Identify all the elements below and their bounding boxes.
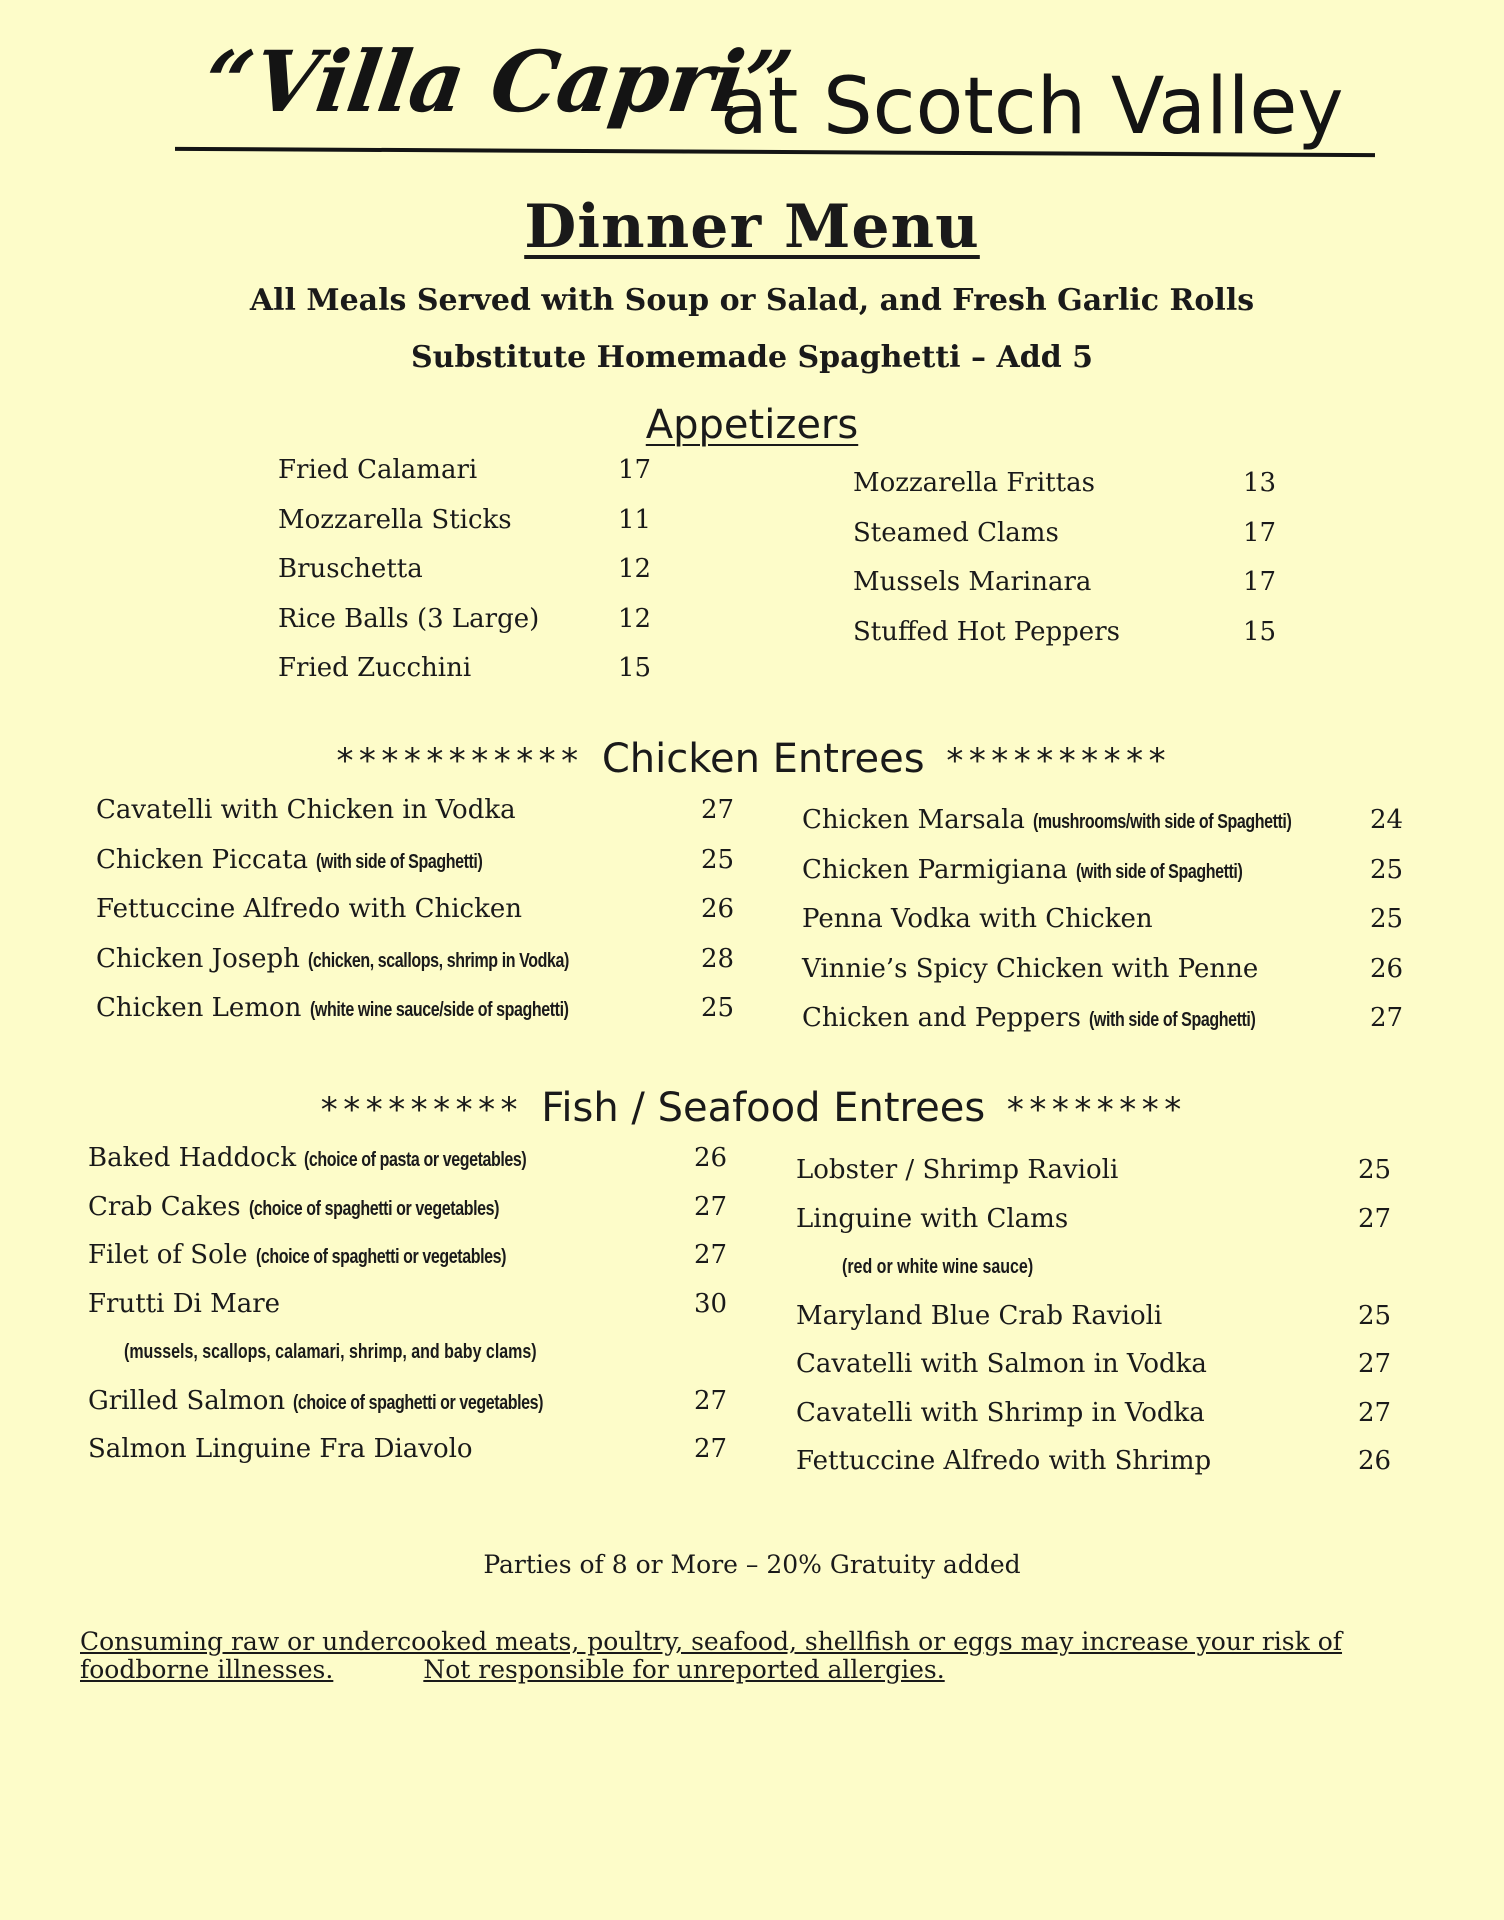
menu-item-price: 27 — [694, 1434, 728, 1464]
appetizers-heading: Appetizers — [645, 402, 859, 448]
menu-item-name: Vinnie’s Spicy Chicken with Penne — [802, 953, 1259, 984]
menu-item-name: Mozzarella Sticks — [278, 504, 512, 535]
menu-item — [796, 1398, 1205, 1428]
menu-item — [96, 795, 516, 825]
menu-item-name: Bruschetta — [278, 554, 423, 584]
menu-item-price: 24 — [1370, 805, 1404, 835]
menu-item-name: Salmon Linguine Fra Diavolo — [88, 1434, 473, 1464]
restaurant-name-script: “Villa Capri” — [198, 32, 798, 131]
menu-item — [802, 954, 1258, 984]
menu-item-name: Filet of Sole — [88, 1240, 256, 1270]
menu-item-name: Chicken Piccata — [96, 844, 317, 875]
menu-item-price: 25 — [701, 844, 735, 875]
chicken-heading: *********** Chicken Entrees ********** — [334, 736, 1170, 782]
menu-item-price: 26 — [1370, 953, 1404, 984]
menu-item-name: Maryland Blue Crab Ravioli — [796, 1300, 1163, 1331]
menu-item-name: Chicken Lemon — [96, 993, 310, 1023]
menu-item-price: 28 — [701, 943, 735, 974]
menu-item — [88, 1434, 473, 1464]
menu-item — [796, 1446, 1211, 1476]
gratuity-note: Parties of 8 or More – 20% Gratuity added — [483, 1550, 1021, 1579]
menu-item-note: (chicken, scallops, shrimp in Vodka) — [308, 949, 570, 972]
menu-item — [88, 1143, 582, 1173]
menu-item-subnote: (red or white wine sauce) — [842, 1256, 1034, 1278]
menu-item-price: 30 — [694, 1288, 728, 1319]
menu-item-name: Fettuccine Alfredo with Chicken — [96, 894, 523, 924]
menu-item-name: Fettuccine Alfredo with Shrimp — [796, 1446, 1212, 1476]
menu-item-price: 15 — [618, 653, 652, 683]
menu-item-price: 27 — [1370, 1003, 1404, 1033]
menu-item-price: 15 — [1243, 616, 1277, 647]
menu-item-price: 27 — [701, 795, 735, 825]
menu-item-price: 17 — [618, 455, 652, 485]
spaghetti-note: Substitute Homemade Spaghetti – Add 5 — [410, 340, 1094, 375]
menu-item — [88, 1240, 568, 1270]
menu-item-name: Linguine with Clams — [796, 1203, 1069, 1234]
foodborne-warning: Consuming raw or undercooked meats, poultry, seafood, shellfish or eggs may increase your risk of foodborne illnesses. — [80, 1627, 1343, 1684]
menu-item-name: Frutti Di Mare — [88, 1288, 281, 1319]
menu-item — [96, 894, 522, 924]
menu-item-subnote: (mussels, scallops, calamari, shrimp, and baby clams) — [124, 1341, 537, 1363]
menu-item-name: Chicken and Peppers — [802, 1003, 1090, 1033]
menu-item-name: Fried Zucchini — [278, 653, 472, 683]
menu-item — [802, 1003, 1297, 1033]
menu-item-price: 17 — [1243, 567, 1277, 597]
menu-item — [88, 1192, 561, 1222]
menu-item — [853, 567, 1091, 597]
menu-item — [796, 1301, 1162, 1331]
menu-item-price: 26 — [1358, 1446, 1392, 1476]
menu-item-price: 27 — [694, 1240, 728, 1270]
menu-item-note: (with side of Spaghetti) — [1089, 1009, 1256, 1031]
menu-item-price: 25 — [1358, 1300, 1392, 1331]
menu-item-price: 26 — [694, 1143, 728, 1173]
menu-item-name: Cavatelli with Salmon in Vodka — [796, 1349, 1207, 1379]
menu-item-note: (mushrooms/with side of Spaghetti) — [1033, 811, 1292, 833]
menu-item-price: 27 — [1358, 1203, 1392, 1234]
menu-item-note: (with side of Spaghetti) — [316, 850, 483, 873]
menu-title: Dinner Menu — [524, 192, 980, 262]
menu-item — [796, 1349, 1207, 1379]
menu-item-price: 17 — [1243, 517, 1277, 548]
menu-item — [96, 845, 524, 875]
menu-item-price: 27 — [1358, 1397, 1392, 1428]
menu-item-note: (choice of spaghetti or vegetables) — [293, 1391, 544, 1414]
menu-item-name: Chicken Parmigiana — [802, 854, 1076, 885]
menu-item — [278, 505, 512, 535]
menu-item — [796, 1204, 1068, 1234]
menu-item-name: Baked Haddock — [88, 1143, 305, 1173]
menu-item-price: 26 — [701, 894, 735, 924]
restaurant-title — [175, 22, 1375, 152]
menu-item-name: Penna Vodka with Chicken — [802, 904, 1153, 934]
menu-item-price: 25 — [1370, 904, 1404, 934]
menu-item — [796, 1155, 1118, 1185]
menu-item-note: (with side of Spaghetti) — [1075, 860, 1243, 883]
menu-item — [278, 455, 477, 485]
food-safety-warning — [80, 1628, 1410, 1684]
menu-item-name: Cavatelli with Shrimp in Vodka — [796, 1397, 1205, 1428]
menu-item-note: (choice of spaghetti or vegetables) — [248, 1197, 499, 1220]
menu-item — [853, 518, 1059, 548]
menu-item-name: Cavatelli with Chicken in Vodka — [96, 795, 516, 825]
menu-item — [88, 1289, 280, 1319]
menu-item — [853, 617, 1120, 647]
menu-item-price: 25 — [1358, 1155, 1392, 1185]
menu-item-price: 13 — [1243, 468, 1277, 498]
menu-item-name: Chicken Joseph — [96, 943, 309, 974]
menu-item-price: 12 — [618, 554, 652, 584]
menu-item-note: (choice of pasta or vegetables) — [304, 1149, 527, 1171]
menu-item-price: 27 — [694, 1385, 728, 1416]
menu-item-name: Crab Cakes — [88, 1191, 249, 1222]
menu-item — [802, 855, 1284, 885]
menu-item-name: Mussels Marinara — [853, 567, 1092, 597]
menu-item — [853, 468, 1095, 498]
menu-item-price: 25 — [701, 993, 735, 1023]
menu-item-note: (choice of spaghetti or vegetables) — [255, 1246, 506, 1268]
menu-item-name: Mozzarella Frittas — [853, 468, 1095, 498]
menu-item-name: Steamed Clams — [853, 517, 1059, 548]
menu-item — [88, 1386, 606, 1416]
menu-item — [96, 944, 634, 974]
menu-item — [96, 993, 633, 1023]
menu-item-name: Rice Balls (3 Large) — [278, 603, 540, 634]
menu-item — [802, 805, 1356, 835]
menu-item-name: Lobster / Shrimp Ravioli — [796, 1155, 1119, 1185]
allergy-disclaimer: Not responsible for unreported allergies. — [423, 1655, 945, 1684]
restaurant-location: at Scotch Valley — [720, 62, 1344, 152]
menu-item-name: Chicken Marsala — [802, 805, 1034, 835]
menu-item-name: Stuffed Hot Peppers — [853, 616, 1120, 647]
menu-item-name: Fried Calamari — [278, 455, 478, 485]
menu-item — [278, 554, 423, 584]
menu-item — [278, 604, 539, 634]
seafood-heading: ********* Fish / Seafood Entrees ******** — [319, 1085, 1185, 1131]
menu-item-price: 11 — [618, 504, 652, 535]
menu-item-note: (white wine sauce/side of spaghetti) — [309, 999, 569, 1021]
menu-item — [802, 904, 1153, 934]
menu-item — [278, 653, 471, 683]
menu-item-price: 27 — [694, 1191, 728, 1222]
menu-item-price: 25 — [1370, 854, 1404, 885]
meals-note: All Meals Served with Soup or Salad, and Fresh Garlic Rolls — [249, 283, 1255, 318]
menu-item-price: 12 — [618, 603, 652, 634]
menu-item-name: Grilled Salmon — [88, 1385, 294, 1416]
menu-item-price: 27 — [1358, 1349, 1392, 1379]
